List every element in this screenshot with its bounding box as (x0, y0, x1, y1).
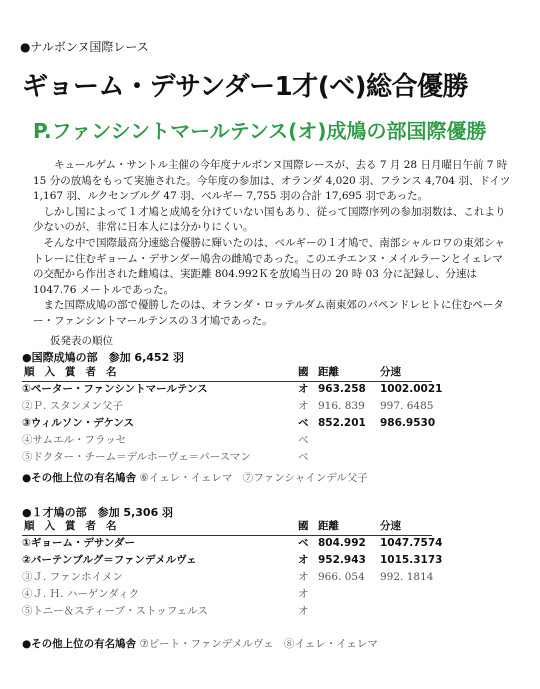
row-name: ②Ｐ. スタンメン父子 (22, 400, 123, 412)
section2-heading: ●１才鳩の部 参加 5,306 羽 (22, 506, 174, 519)
others-label: ●その他上位の有名鳩舎 (22, 472, 137, 484)
col-country: 國 (298, 520, 309, 532)
table-row (22, 535, 443, 552)
others-label: ●その他上位の有名鳩舎 (22, 638, 137, 650)
main-headline: ギョーム・デサンダー1才(ベ)総合優勝 (22, 72, 469, 102)
row-speed: 992. 1814 (380, 571, 434, 583)
row-name: ③Ｊ. ファンホイメン (22, 571, 123, 583)
table-row (22, 603, 432, 620)
row-speed: 1015.3173 (380, 554, 443, 566)
row-country: オ (298, 383, 309, 395)
sub-headline: P.ファンシントマールテンス(オ)成鳩の部国際優勝 (33, 119, 487, 143)
others-names: ⑦ピート・ファンデメルヴェ ⑧イェレ・イェレマ (139, 638, 378, 650)
paragraph-4: また国際成鳩の部で優勝したのは、オランダ・ロッテルダム南東郊のパペンドレヒトに住むペーター・ファンシントマールテンスの３才鳩であった。 (33, 299, 504, 327)
table-row (22, 398, 432, 415)
row-country: ベ (298, 537, 309, 549)
row-speed: 986.9530 (380, 417, 436, 429)
table-row (22, 449, 432, 466)
row-country: オ (298, 554, 309, 566)
row-speed: 1047.7574 (380, 537, 443, 549)
table-row (22, 552, 443, 569)
row-distance: 963.258 (318, 383, 366, 395)
row-distance: 966. 054 (318, 571, 365, 583)
col-name: 順入賞者名 (24, 520, 127, 532)
row-name: ②バーテンブルグ＝ファンデメルヴェ (22, 554, 197, 566)
section1-heading: ●国際成鳩の部 参加 6,452 羽 (22, 351, 185, 364)
col-name: 順入賞者名 (24, 366, 127, 378)
col-distance: 距離 (318, 366, 339, 378)
row-distance: 916. 839 (318, 400, 365, 412)
article-body (33, 158, 511, 330)
row-name: ⑤トニー＆スティーブ・ストッフェルス (22, 605, 208, 617)
section2-table (22, 518, 443, 620)
table-row (22, 569, 432, 586)
col-speed: 分速 (380, 366, 401, 378)
col-speed: 分速 (380, 520, 401, 532)
row-name: ③ウィルソン・デケンス (22, 417, 134, 429)
row-country: ベ (298, 434, 309, 446)
section1-others (22, 470, 368, 485)
paragraph-3: そんな中で国際最高分速総合優勝に輝いたのは、ベルギーの１才鳩で、南部シャルロワの東郊シャトレーに住むギョーム・デサンダー鳩舎の雌鳩であった。このエチエンヌ・メイルラーンとイェレマの交配から作出された雌鳩は、実距離 804.992Ｋを放鳩当日の 20 時 03 分に記録し、分速は 1047.76 メートルであった。 (33, 236, 505, 296)
col-distance: 距離 (318, 520, 339, 532)
table-header (22, 364, 432, 381)
section2-others (22, 636, 378, 651)
table-row (22, 415, 436, 432)
paragraph-1: キュールゲム・サントル主催の今年度ナルボンヌ国際レースが、去る 7 月 28 日月曜日午前 7 時 15 分の放鳩をもって実施された。今年度の参加は、オランダ 4,020 羽、フランス 4,704 羽、ドイツ 1,167 羽、ルクセンブルグ 47 羽、ベルギー 7,755 羽の合計 17,695 羽であった。 (33, 159, 511, 203)
row-name: ①ギョーム・デサンダー (22, 537, 135, 549)
row-distance: 804.992 (318, 537, 366, 549)
table-row (22, 381, 443, 398)
section-tag: ●ナルボンヌ国際レース (20, 40, 149, 54)
row-distance: 952.943 (318, 554, 366, 566)
row-distance: 852.201 (318, 417, 366, 429)
row-name: ①ペーター・ファンシントマールテンス (22, 383, 208, 395)
table-header (22, 518, 432, 535)
prelim-label: 仮発表の順位 (50, 335, 113, 347)
row-speed: 1002.0021 (380, 383, 443, 395)
table-row (22, 586, 432, 603)
row-country: オ (298, 571, 309, 583)
row-country: ベ (298, 417, 309, 429)
paragraph-2: しかし国によって１才鳩と成鳩を分けていない国もあり、従って国際序列の参加羽数は、これより少ないのが、非常に日本人には分かりにくい。 (33, 205, 506, 234)
row-country: オ (298, 400, 309, 412)
row-country: オ (298, 588, 309, 600)
section1-table (22, 364, 443, 466)
row-name: ④Ｊ. Ｈ. ハーゲンダィク (22, 588, 140, 600)
others-names: ⑥イェレ・イェレマ ⑦ファンシャインデル父子 (139, 472, 368, 484)
row-country: ベ (298, 451, 309, 463)
row-speed: 997. 6485 (380, 400, 434, 412)
row-country: オ (298, 605, 309, 617)
table-row (22, 432, 432, 449)
row-name: ④サムエル・フラッセ (22, 434, 127, 446)
row-name: ⑤ドクター・チーム＝デルホーヴェ＝パースマン (22, 451, 251, 463)
col-country: 國 (298, 366, 309, 378)
